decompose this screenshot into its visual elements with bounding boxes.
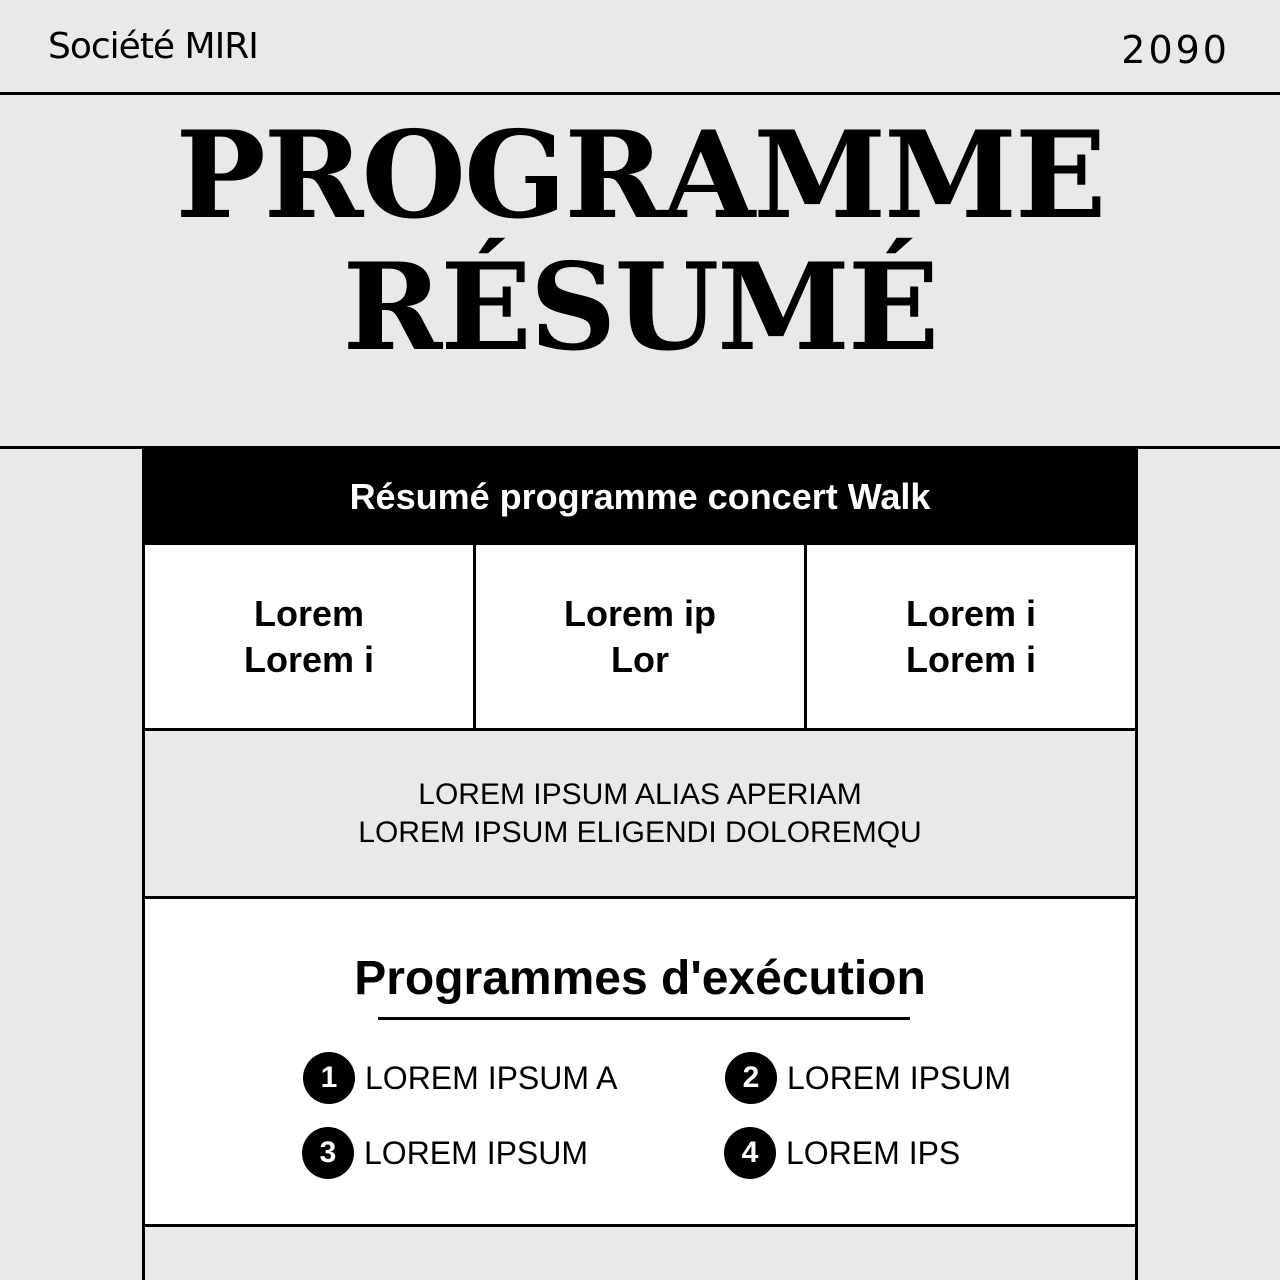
caps-line-1: LOREM IPSUM ALIAS APERIAM	[418, 777, 862, 811]
info-cell-3-line-1: Lorem i	[905, 592, 1037, 634]
execution-item-4	[724, 1127, 960, 1179]
execution-title-underline	[378, 1017, 910, 1020]
info-cell-2-line-2: Lor	[611, 638, 669, 680]
execution-item-3	[302, 1127, 588, 1179]
caps-line-2: LOREM IPSUM ELIGENDI DOLOREMQU	[358, 815, 922, 849]
execution-section	[145, 899, 1135, 1227]
execution-item-label: LOREM IPS	[786, 1134, 961, 1171]
execution-item-label: LOREM IPSUM A	[365, 1059, 618, 1096]
execution-item-2	[725, 1052, 1011, 1104]
number-badge-icon: 2	[725, 1052, 777, 1104]
execution-item-1	[303, 1052, 618, 1104]
info-cell-1-line-2: Lorem i	[243, 638, 375, 680]
panel-header: Résumé programme concert Walk	[145, 449, 1135, 545]
execution-item-label: LOREM IPSUM	[364, 1134, 589, 1171]
info-cell-2-line-1: Lorem ip	[563, 592, 716, 634]
info-cells	[145, 545, 1135, 731]
title-line-2: RÉSUMÉ	[342, 237, 938, 378]
info-cell-1-line-1: Lorem	[253, 592, 365, 634]
execution-item-label: LOREM IPSUM	[787, 1059, 1012, 1096]
number-badge-icon: 1	[303, 1052, 355, 1104]
info-cell-3-line-2: Lorem i	[905, 638, 1037, 680]
title-line-1: PROGRAMME	[175, 105, 1105, 246]
info-cell-2	[473, 545, 804, 728]
top-divider	[0, 92, 1280, 95]
caps-section	[145, 731, 1135, 899]
info-cell-3	[804, 545, 1135, 728]
summary-panel	[142, 449, 1138, 1280]
execution-title: Programmes d'exécution	[354, 952, 926, 1005]
brand-name: Société MIRI	[48, 26, 258, 67]
year-label: 2090	[1121, 28, 1230, 72]
info-cell-1	[145, 545, 473, 728]
number-badge-icon: 4	[724, 1127, 776, 1179]
number-badge-icon: 3	[302, 1127, 354, 1179]
